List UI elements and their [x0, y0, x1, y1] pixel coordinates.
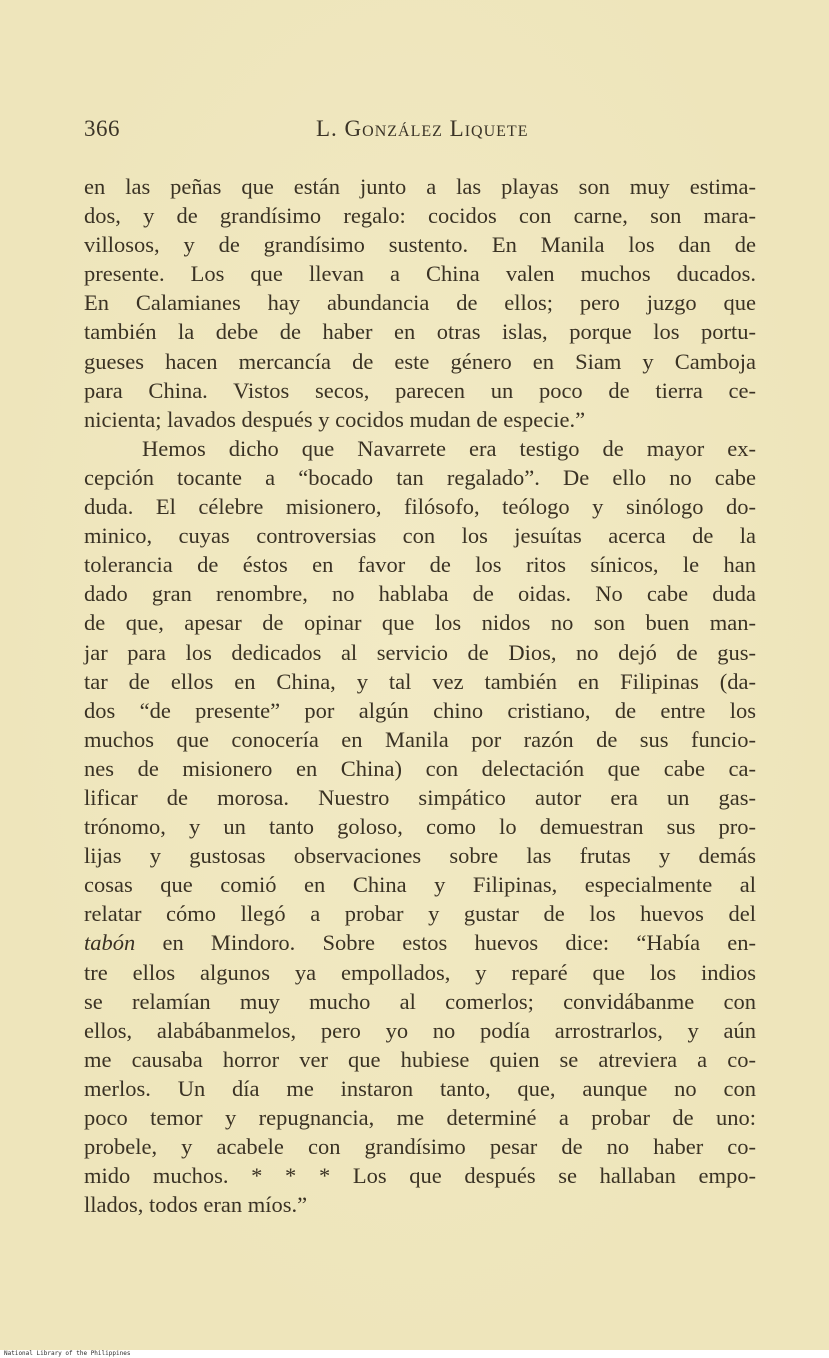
text-line: jar para los dedicados al servicio de Dios, no dejó de gus- [84, 639, 756, 665]
body-text [84, 172, 756, 1219]
text-line: se relamían muy mucho al comerlos; convidábanme con [84, 988, 756, 1014]
text-line: de que, apesar de opinar que los nidos no son buen man- [84, 610, 756, 636]
text-line: para China. Vistos secos, parecen un poco de tierra ce- [84, 377, 756, 403]
text-line: gueses hacen mercancía de este género en Siam y Camboja [84, 348, 756, 374]
text-line: mido muchos. * * * Los que después se hallaban empo- [84, 1163, 756, 1189]
text-line-tabon [84, 928, 756, 957]
text-line: minico, cuyas controversias con los jesuítas acerca de la [84, 523, 756, 549]
text-line: tre ellos algunos ya empollados, y reparé que los indios [84, 959, 756, 985]
page-number: 366 [84, 116, 120, 141]
text-line: merlos. Un día me instaron tanto, que, aunque no con [84, 1075, 756, 1101]
text-line: poco temor y repugnancia, me determiné a probar de uno: [84, 1105, 756, 1130]
text-line: trónomo, y un tanto goloso, como lo demuestran sus pro- [84, 814, 756, 840]
text-line: también la debe de haber en otras islas, porque los portu- [84, 319, 756, 345]
text-line: relatar cómo llegó a probar y gustar de los huevos del [84, 901, 756, 927]
text-line: dos, y de grandísimo regalo: cocidos con carne, son mara- [84, 203, 756, 229]
text-line: presente. Los que llevan a China valen muchos ducados. [84, 261, 756, 287]
text-line: tolerancia de éstos en favor de los ritos sínicos, le han [84, 552, 756, 578]
running-head: L. González Liquete [316, 116, 529, 141]
text-line: tar de ellos en China, y tal vez también en Filipinas (da- [84, 668, 756, 694]
text-line: nicienta; lavados después y cocidos mudan de especie.” [84, 406, 586, 432]
page-header [84, 116, 756, 148]
text-line: ellos, alabábanmelos, pero yo no podía arrostrarlos, y aún [84, 1017, 756, 1043]
text-line: dos “de presente” por algún chino cristiano, de entre los [84, 697, 756, 723]
text-line: cepción tocante a “bocado tan regalado”. De ello no cabe [84, 464, 756, 490]
text-line: nes de misionero en China) con delectación que cabe ca- [84, 755, 756, 781]
text-line: En Calamianes hay abundancia de ellos; pero juzgo que [84, 290, 756, 316]
text-line: duda. El célebre misionero, filósofo, teólogo y sinólogo do- [84, 494, 756, 520]
text-line: lijas y gustosas observaciones sobre las frutas y demás [84, 843, 756, 869]
tabon-word: tabón [84, 930, 136, 956]
text-line: en las peñas que están junto a las playas son muy estima- [84, 174, 756, 199]
text-line: lificar de morosa. Nuestro simpático autor era un gas- [84, 784, 756, 810]
tabon-line-rest: en Mindoro. Sobre estos huevos dice: “Había en- [135, 930, 756, 956]
text-line: llados, todos eran míos.” [84, 1192, 308, 1218]
text-line: dado gran renombre, no hablaba de oidas. No cabe duda [84, 581, 756, 607]
text-line: muchos que conocería en Manila por razón de sus funcio- [84, 726, 756, 752]
text-line: villosos, y de grandísimo sustento. En Manila los dan de [84, 232, 756, 258]
library-credit: National Library of the Philippines [4, 1350, 131, 1357]
paragraph-first-line: Hemos dicho que Navarrete era testigo de mayor ex- [142, 435, 756, 461]
text-line: me causaba horror ver que hubiese quien se atreviera a co- [84, 1046, 756, 1072]
text-line: probele, y acabele con grandísimo pesar de no haber co- [84, 1134, 756, 1160]
text-line: cosas que comió en China y Filipinas, especialmente al [84, 872, 756, 898]
